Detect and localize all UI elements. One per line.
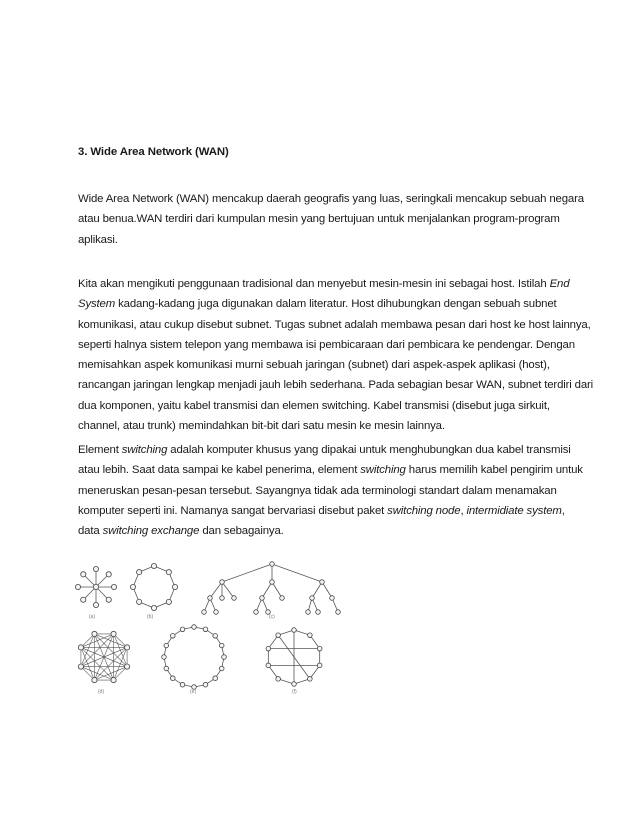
node-circle [292,628,297,633]
node-circle [220,580,225,585]
node-circle [111,631,116,636]
node-circle [310,596,315,601]
node-circle [170,676,175,681]
node-circle [164,666,169,671]
text-run: , [460,504,467,517]
node-circle [208,596,213,601]
topology-irregular [266,628,322,687]
link-line [272,582,282,598]
link-line [81,634,114,667]
caption-c: (c) [269,614,275,620]
text-line [78,460,583,480]
topology-complete [78,631,129,682]
link-line [222,564,272,582]
text-run: adalah komputer khusus yang dipakai untuk menghubungkan dua kabel transmisi [167,444,571,456]
italic-term: switching exchange [102,525,200,538]
topology-diagrams [72,560,342,700]
node-circle [214,610,219,615]
node-circle [219,643,224,648]
italic-term: switching [360,464,406,477]
node-circle [124,664,129,669]
node-circle [130,584,135,589]
text-line: rancangan jaringan lengkap menjadi jauh lebih sederhana. Pada sebagian besar WAN, subnet terdiri dari [78,379,594,392]
node-circle [166,570,171,575]
text-run: komputer seperti ini. Namanya sangat bervariasi disebut paket [78,504,388,517]
node-circle [292,682,297,687]
node-circle [266,663,271,668]
node-circle [151,605,156,610]
node-circle [81,572,86,577]
text-run: kadang-kadang juga digunakan dalam literatur. Host dihubungkan dengan sebuah subnet [115,298,557,311]
text-run: dan sebagainya. [199,525,284,538]
text-line [78,501,578,521]
text-line: memisahkan aspek komunikasi murni sebuah jaringan (subnet) dari aspek-aspek aplikasi (host), [78,359,550,372]
node-circle [164,643,169,648]
node-circle [137,570,142,575]
node-circle [270,562,275,567]
node-circle [151,563,156,568]
node-circle [266,646,271,651]
link-line [94,634,127,667]
paragraph-wan-definition [78,189,584,250]
text-line: dua komponen, yaitu kabel transmisi dan elemen switching. Kabel transmisi (disebut juga sirkuit, [78,399,550,412]
link-line [322,582,332,598]
node-circle [81,597,86,602]
node-circle [192,625,197,630]
caption-b: (b) [147,614,154,620]
topology-ring [130,563,177,610]
link-line [312,582,322,598]
text-line: channel, atau trunk) memindahkan bit-bit dari satu mesin ke mesin lainnya. [78,420,445,433]
node-circle [75,584,80,589]
node-circle [92,677,97,682]
node-circle [260,596,265,601]
node-circle [106,572,111,577]
node-circle [317,646,322,651]
node-circle [219,666,224,671]
node-circle [203,627,208,632]
node-circle [93,584,98,589]
paragraph-switching-element [78,440,583,541]
node-circle [270,580,275,585]
caption-e: (e) [190,689,197,695]
link-line [94,647,127,680]
text-line: Wide Area Network (WAN) mencakup daerah geografis yang luas, seringkali mencakup sebuah negara [78,193,584,205]
text-line [78,440,578,460]
node-circle [180,682,185,687]
node-circle [336,610,341,615]
italic-term: switching [121,444,168,456]
node-circle [316,610,321,615]
caption-f: (f) [292,689,297,695]
text-line: atau benua.WAN terdiri dari kumpulan mesin yang bertujuan untuk menjalankan program-program [78,213,560,226]
node-circle [276,633,281,638]
node-circle [308,633,313,638]
topology-intersecting-rings [162,625,227,690]
node-circle [330,596,335,601]
node-circle [172,584,177,589]
italic-term: System [78,298,116,311]
node-circle [280,596,285,601]
node-circle [93,602,98,607]
node-circle [320,580,325,585]
node-circle [78,664,83,669]
link-line [272,564,322,582]
network-topology-figure [72,560,342,700]
link-line [262,582,272,598]
node-circle [180,627,185,632]
text-line: seperti halnya sistem telepon yang membawa isi pembicaraan dari pembicara ke pendengar. Dengan [78,338,575,351]
node-circle [202,610,207,615]
node-circle [203,682,208,687]
node-circle [232,596,237,601]
text-line [78,521,578,541]
node-circle [276,677,281,682]
node-circle [93,566,98,571]
node-circle [254,610,259,615]
caption-d: (d) [98,689,105,695]
text-run: , [561,504,565,517]
text-run: data [78,525,103,538]
node-circle [222,655,227,660]
topology-star [75,566,116,607]
italic-term: intermidiate system [466,504,562,517]
node-circle [220,596,225,601]
link-line [222,582,234,598]
text-line [78,274,578,294]
topology-tree [202,562,341,615]
text-line [78,294,578,314]
node-circle [92,631,97,636]
node-circle [162,655,167,660]
caption-a: (a) [89,614,96,620]
node-circle [78,645,83,650]
node-circle [306,610,311,615]
italic-term: End [549,278,570,290]
text-line: meneruskan pesan-pesan tersebut. Sayangnya tidak ada terminologi standart dalam menamakan [78,484,557,497]
text-run: Element [78,444,122,456]
node-circle [106,597,111,602]
node-circle [170,633,175,638]
text-line: komunikasi, atau cukup disebut subnet. Tugas subnet adalah membawa pesan dari host ke host lainnya, [78,318,591,331]
node-circle [111,677,116,682]
link-line [210,582,222,598]
node-circle [166,599,171,604]
italic-term: switching node [387,504,461,517]
text-run: harus memilih kabel pengirim untuk [405,464,583,477]
node-circle [111,584,116,589]
node-circle [317,663,322,668]
node-circle [213,633,218,638]
paragraph-host-subnet [78,274,594,436]
node-circle [308,677,313,682]
text-run: atau lebih. Saat data sampai ke kabel penerima, element [78,464,361,477]
node-circle [124,645,129,650]
section-heading: 3. Wide Area Network (WAN) [78,146,229,158]
text-line: aplikasi. [78,233,118,246]
link-line [81,647,114,680]
node-circle [137,599,142,604]
text-run: Kita akan mengikuti penggunaan tradisional dan menyebut mesin-mesin ini sebagai host. Istilah [78,278,550,290]
node-circle [213,676,218,681]
